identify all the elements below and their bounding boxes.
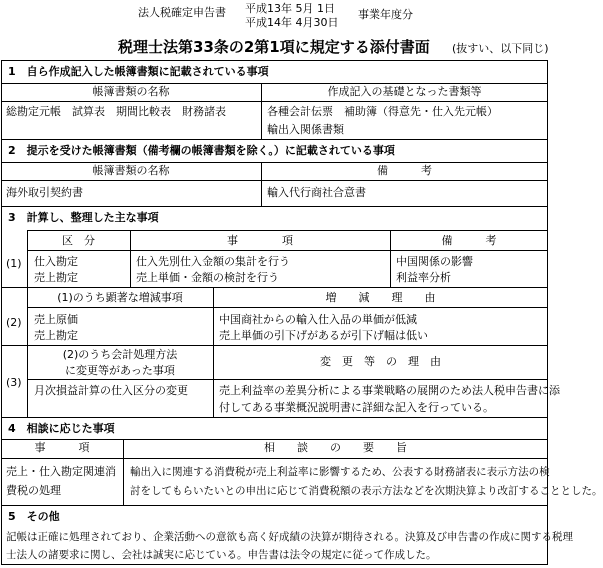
section3-row2-left-1: 売上原価: [34, 313, 78, 326]
section3-row1-kubun-2: 売上勘定: [34, 271, 78, 284]
section4-col1-line1: 売上・仕入勘定関連消: [6, 465, 116, 478]
section2-heading: 2 提示を受けた帳簿書類（備考欄の帳簿書類を除く。）に記載されている事項: [8, 144, 395, 157]
section1-col2-header: 作成記入の基礎となった書類等: [327, 85, 482, 98]
section1-col2-line2: 輸出入関係書類: [267, 123, 344, 136]
section3-row3-h-left-1: (2)のうち会計処理方法: [62, 348, 178, 361]
section1-col2-line1: 各種会計伝票 補助簿（得意先・仕入先元帳）: [267, 105, 498, 118]
section3-row3-right-1: 売上利益率の差異分析による事業戦略の展開のため法人税申告書に添: [219, 384, 560, 397]
document-title: 税理士法第33条の2第1項に規定する添付書面: [118, 38, 430, 56]
section3-row2-h-right: 増 減 理 由: [325, 291, 436, 304]
section5-line2: 士法人の諸要求に関し、会社は誠実に応じている。申告書は法令の規定に従って作成した。: [6, 549, 437, 561]
section3-row2-h-left: (1)のうち顕著な増減事項: [57, 291, 183, 304]
section3-heading: 3 計算し、整理した主な事項: [8, 211, 159, 224]
section3-row2-num: (2): [6, 316, 22, 329]
section3-row1-jiko-1: 仕入先別仕入金額の集計を行う: [136, 255, 290, 268]
section3-row3-h-right: 変 更 等 の 理 由: [320, 355, 441, 368]
section3-row2-left-2: 売上勘定: [34, 329, 78, 342]
section3-row2-right-2: 売上単価の引下げがあるが引下げ幅は低い: [219, 329, 428, 342]
section4-col1-header: 事 項: [34, 441, 90, 454]
title-note: (抜すい、以下同じ): [452, 42, 549, 55]
section2-col1-value: 海外取引契約書: [6, 186, 83, 199]
section5-heading: 5 その他: [8, 510, 60, 523]
section4-col1-line2: 費税の処理: [6, 484, 61, 497]
section4-heading: 4 相談に応じた事項: [8, 422, 115, 435]
section1-col1-header: 帳簿書類の名称: [92, 85, 170, 98]
section3-row3-h-left-2: に変更等があった事項: [65, 364, 175, 377]
period-start: 平成13年 5月 1日: [245, 2, 335, 15]
section3-row1-h-jiko: 事 項: [227, 234, 293, 247]
period-label: 事業年度分: [358, 8, 413, 21]
section2-col2-value: 輸入代行商社合意書: [267, 186, 366, 199]
section2-col1-header: 帳簿書類の名称: [92, 164, 170, 177]
section3-row1-h-kubun: 区 分: [62, 234, 95, 247]
section4-col2-line2: 討をしてもらいたいとの申出に応じて消費税額の表示方法などを次期決算より改訂することとした。: [130, 485, 603, 497]
section3-row3-num: (3): [6, 376, 22, 389]
section1-col1-value: 総勘定元帳 試算表 期間比較表 財務諸表: [6, 105, 226, 118]
section3-row1-num: (1): [6, 257, 22, 270]
period-end: 平成14年 4月30日: [245, 16, 339, 29]
section1-heading: 1 自ら作成記入した帳簿書類に記載されている事項: [8, 65, 269, 78]
section3-row2-right-1: 中国商社からの輸入仕入品の単価が低減: [219, 313, 417, 326]
section3-row3-left-value: 月次損益計算の仕入区分の変更: [34, 384, 188, 397]
section2-col2-header: 備 考: [377, 164, 432, 177]
section4-col2-line1: 輸出入に関連する消費税が売上利益率に影響するため、公表する財務諸表に表示方法の検: [130, 466, 550, 478]
section3-row1-kubun-1: 仕入勘定: [34, 255, 78, 268]
section3-row1-biko-2: 利益率分析: [396, 271, 451, 284]
section3-row1-biko-1: 中国関係の影響: [396, 255, 473, 268]
section3-row3-right-2: 付してある事業概況説明書に詳細な記入を行っている。: [219, 401, 494, 414]
form-name: 法人税確定申告書: [138, 6, 226, 19]
section5-line1: 記帳は正確に処理されており、企業活動への意欲も高く好成績の決算が期待される。決算及び申告書の作成に関する税理: [6, 531, 573, 543]
section3-row1-jiko-2: 売上単価・金額の検討を行う: [136, 271, 279, 284]
section4-col2-header: 相 談 の 要 旨: [264, 441, 407, 454]
section3-row1-h-biko: 備 考: [441, 234, 497, 247]
